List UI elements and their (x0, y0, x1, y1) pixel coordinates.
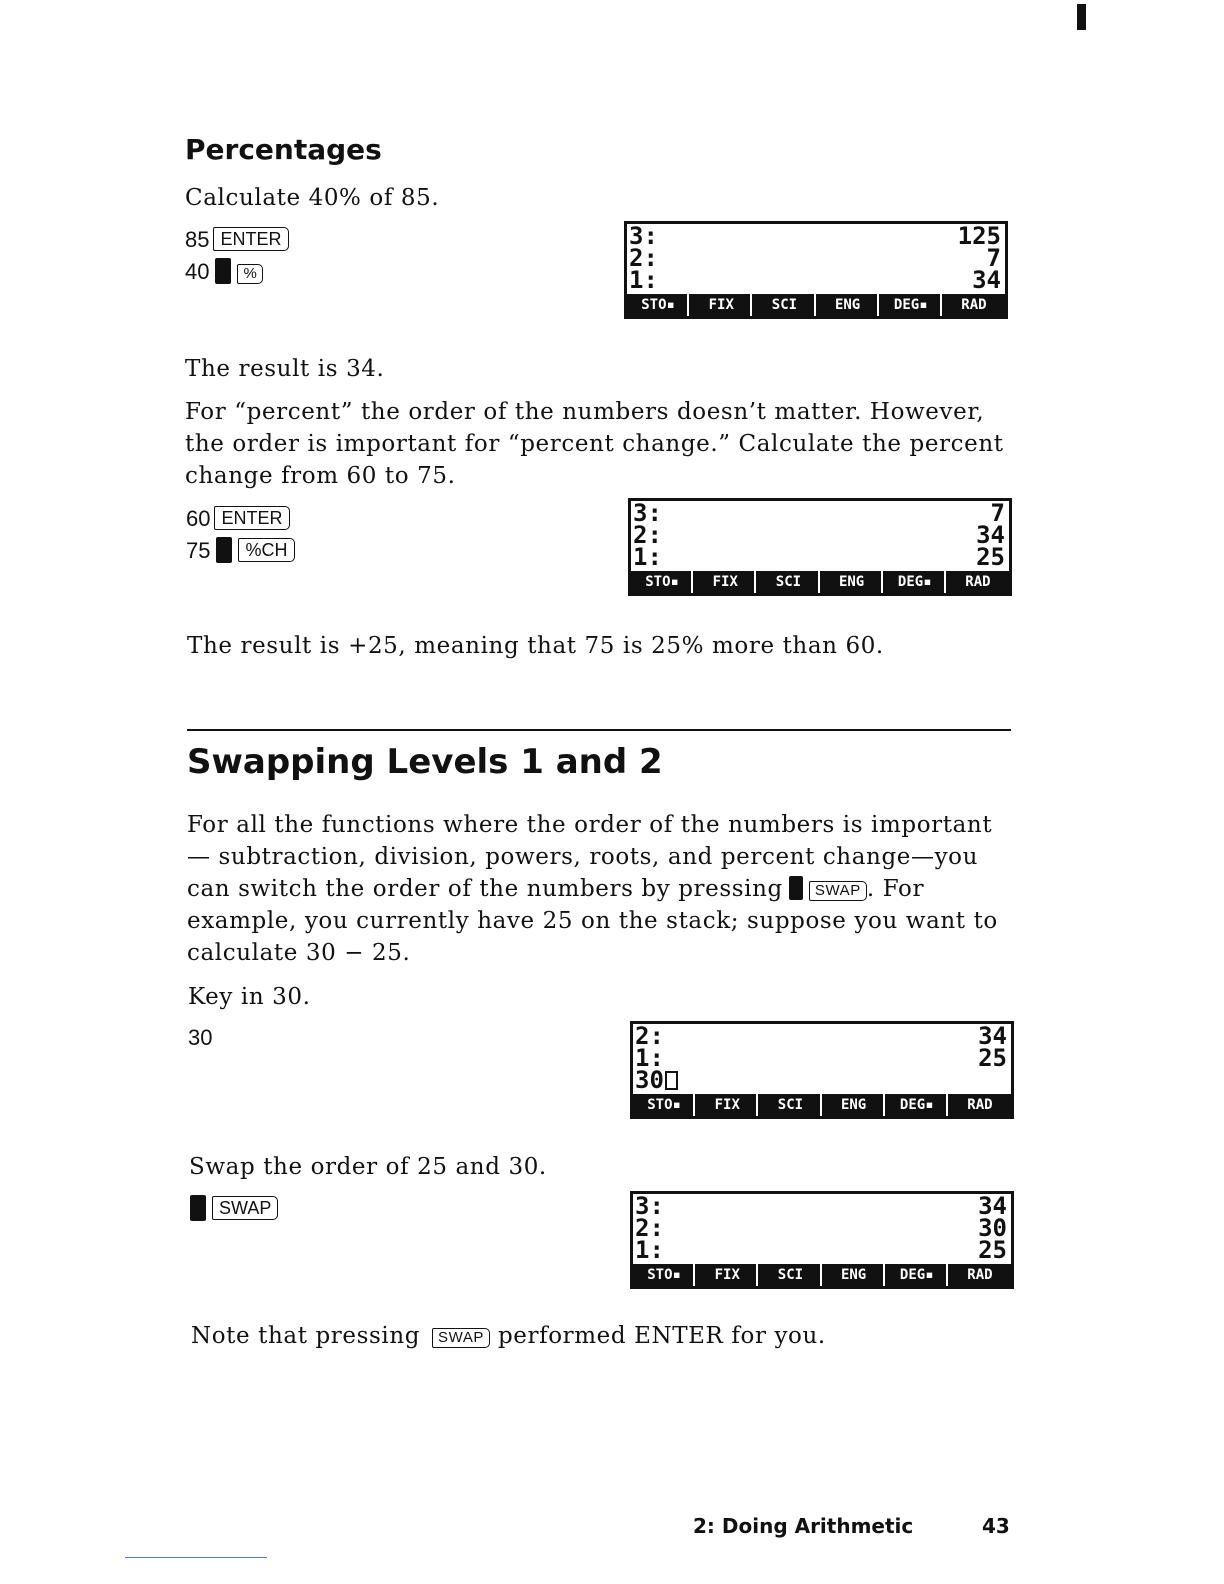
stack-level-label: 2: (629, 244, 658, 272)
calculator-display (624, 221, 1008, 319)
section-divider (187, 729, 1011, 731)
result-text: The result is +25, meaning that 75 is 25% more than 60. (187, 633, 884, 659)
margin-tab-mark (1077, 4, 1086, 30)
menu-key-row (633, 1094, 1011, 1116)
menu-key-rad: RAD (967, 1267, 993, 1283)
page-number: 43 (982, 1514, 1010, 1538)
menu-key-row (627, 294, 1005, 316)
menu-key-sto: STO▪ (635, 1264, 695, 1286)
stack-level-value: 30 (978, 1214, 1007, 1242)
menu-key-deg: DEG▪ (886, 571, 946, 593)
stack-level-value: 34 (976, 521, 1005, 549)
menu-key-fix: FIX (698, 1264, 758, 1286)
menu-key-row (633, 1264, 1011, 1286)
body-paragraph (187, 809, 1012, 969)
keystroke-line (188, 1022, 212, 1054)
cursor-icon (665, 1071, 678, 1090)
body-paragraph: For “percent” the order of the numbers doesn’t matter. However, the order is important for “percent change.” Calculate the percent change from 60 to 75. (185, 399, 1004, 489)
stack-level-label: 1: (635, 1236, 664, 1264)
command-line-entry: 30 (635, 1069, 678, 1091)
keystroke-number: 75 (186, 538, 211, 563)
menu-key-eng: ENG (819, 294, 879, 316)
stack-level-label: 1: (629, 266, 658, 294)
menu-key-eng: ENG (825, 1264, 885, 1286)
swap-key: SWAP (212, 1196, 278, 1220)
keystroke-number: 60 (186, 506, 211, 531)
stack-level-label: 2: (635, 1022, 664, 1050)
shift-key-icon (216, 537, 232, 563)
menu-key-sci: SCI (761, 1094, 821, 1116)
swap-key: SWAP (432, 1328, 490, 1348)
percent-change-key: %CH (238, 538, 294, 562)
menu-key-fix: FIX (696, 571, 756, 593)
menu-key-fix: FIX (698, 1094, 758, 1116)
menu-key-rad: RAD (967, 1097, 993, 1113)
menu-key-deg: DEG▪ (888, 1264, 948, 1286)
menu-key-sci: SCI (761, 1264, 821, 1286)
stack-level-value: 25 (976, 543, 1005, 571)
stack-level-label: 3: (633, 499, 662, 527)
instruction-text: Swap the order of 25 and 30. (189, 1154, 547, 1180)
menu-key-sto: STO▪ (629, 294, 689, 316)
menu-key-eng: ENG (823, 571, 883, 593)
stack-level-value: 25 (978, 1044, 1007, 1072)
shift-key-icon (789, 876, 803, 900)
note-text (191, 1320, 826, 1352)
menu-key-sto: STO▪ (633, 571, 693, 593)
stack-level-value: 34 (972, 266, 1001, 294)
keystroke-line (184, 1193, 278, 1225)
stack-level-value: 25 (978, 1236, 1007, 1264)
section-heading-swapping: Swapping Levels 1 and 2 (187, 742, 663, 782)
result-text: The result is 34. (185, 356, 385, 382)
paragraph-text: . For example, you currently have 25 on the stack; suppose you want to calculate 30 − 25. (187, 876, 998, 966)
footer-edge-line (125, 1557, 267, 1558)
keystroke-number: 85 (185, 227, 210, 252)
menu-key-eng: ENG (825, 1094, 885, 1116)
shift-key-icon (215, 258, 231, 284)
calculator-display (630, 1191, 1014, 1289)
stack-level-label: 2: (633, 521, 662, 549)
menu-key-fix: FIX (692, 294, 752, 316)
stack-level-value: 7 (986, 244, 1001, 272)
swap-key: SWAP (809, 881, 867, 901)
paragraph-text: For all the functions where the order of the numbers is important— subtraction, division, powers, roots, and percent change—you can switch the order of the numbers by pressing (187, 812, 993, 902)
calculator-display (628, 498, 1012, 596)
menu-key-sci: SCI (755, 294, 815, 316)
intro-text: Calculate 40% of 85. (185, 185, 440, 211)
menu-key-sto: STO▪ (635, 1094, 695, 1116)
keystroke-line (185, 256, 263, 288)
stack-level-value: 7 (990, 499, 1005, 527)
stack-level-label: 1: (633, 543, 662, 571)
stack-level-label: 2: (635, 1214, 664, 1242)
enter-key: ENTER (213, 227, 288, 251)
keystroke-number: 40 (185, 259, 210, 284)
keystroke-line (186, 503, 290, 535)
shift-key-icon (190, 1195, 206, 1221)
footer-chapter-title: 2: Doing Arithmetic (693, 1514, 914, 1538)
menu-key-row (631, 571, 1009, 593)
menu-key-deg: DEG▪ (882, 294, 942, 316)
stack-level-label: 3: (635, 1192, 664, 1220)
stack-level-label: 1: (635, 1044, 664, 1072)
menu-key-rad: RAD (961, 297, 987, 313)
percent-key: % (237, 264, 262, 284)
enter-key: ENTER (214, 506, 289, 530)
menu-key-deg: DEG▪ (888, 1094, 948, 1116)
stack-level-value: 34 (978, 1022, 1007, 1050)
note-text-start: Note that pressing (191, 1323, 421, 1349)
keystroke-line (186, 535, 295, 567)
section-heading-percentages: Percentages (185, 133, 382, 166)
stack-level-value: 34 (978, 1192, 1007, 1220)
keystroke-number: 30 (188, 1025, 213, 1050)
menu-key-rad: RAD (965, 574, 991, 590)
stack-level-label: 3: (629, 222, 658, 250)
menu-key-sci: SCI (759, 571, 819, 593)
instruction-text: Key in 30. (188, 984, 311, 1010)
note-text-end: performed ENTER for you. (497, 1323, 826, 1349)
keystroke-line (185, 224, 289, 256)
calculator-display (630, 1021, 1014, 1119)
stack-level-value: 125 (957, 222, 1001, 250)
